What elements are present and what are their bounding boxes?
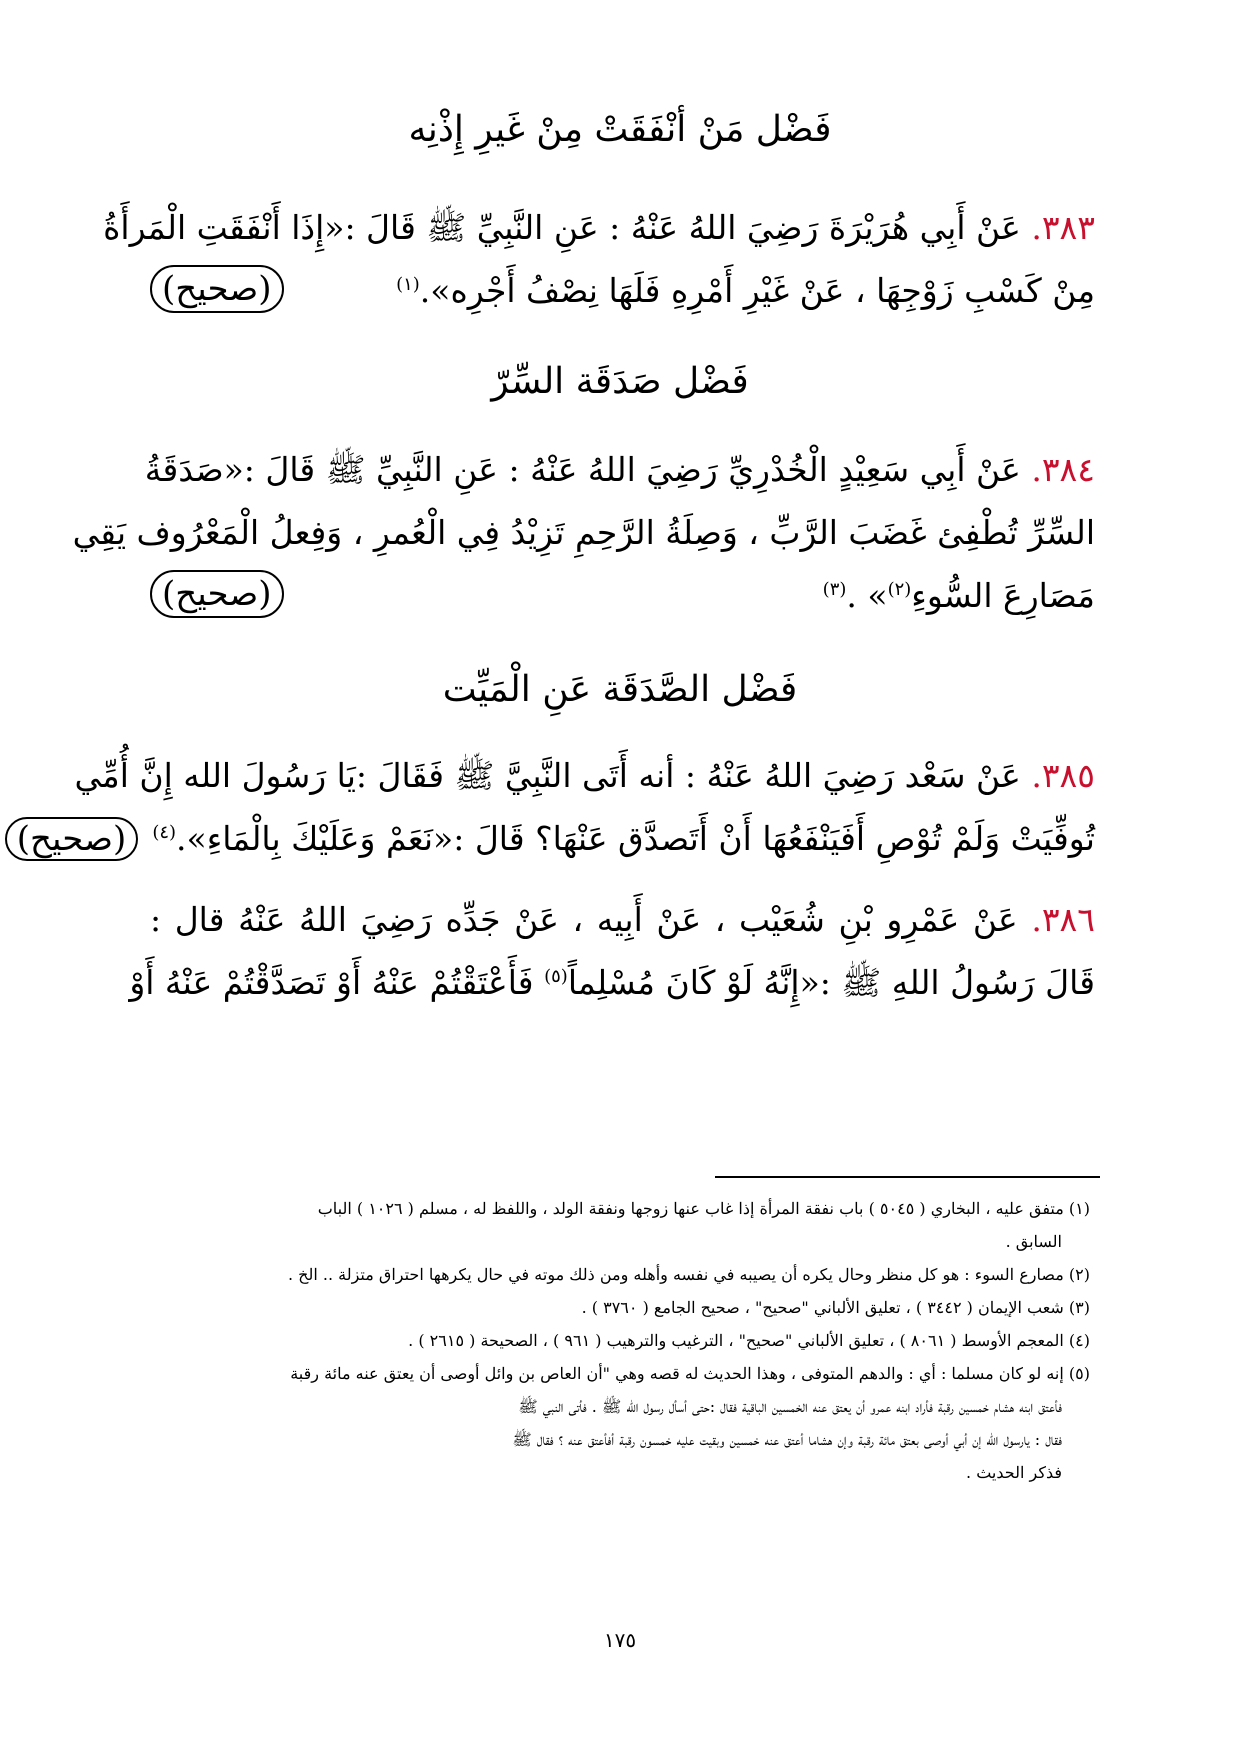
footnote-ref[interactable]: (٢) [887, 579, 912, 600]
footnote-ref[interactable]: (٣) [822, 579, 847, 600]
footnote-body: المعجم الأوسط ( ٨٠٦١ ) ، تعليق الألباني "صحيح" ، الترغيب والترهيب ( ٩٦١ ) ، الصحيحة ( ٢٦١٥ ) . [408, 1331, 1064, 1350]
footnote-marker: (٢) [1068, 1265, 1090, 1284]
page-number: ١٧٥ [603, 1628, 637, 1652]
hadith-line [103, 196, 1095, 259]
grade-badge: (صحيح) [5, 817, 139, 861]
hadith-text: عَنْ أَبِي سَعِيْدٍ الْخُدْرِيِّ رَضِيَ اللهُ عَنْهُ : عَنِ النَّبِيِّ ﷺ قَالَ :«صَدَقَةُ [144, 450, 1021, 489]
footnote-divider [715, 1176, 1100, 1178]
footnote-1 [150, 1192, 1090, 1258]
grade-badge: (صحيح) [150, 570, 284, 618]
section-heading: فَضْل مَنْ أنْفَقَتْ مِنْ غَيرِ إِذْنِه [408, 109, 832, 150]
hadith-line [129, 951, 1095, 1014]
hadith-line [74, 744, 1095, 807]
footnote-body: متفق عليه ، البخاري ( ٥٠٤٥ ) باب نفقة المرأة إذا غاب عنها زوجها ونفقة الولد ، واللفظ له ، مسلم ( ١٠٢٦ ) الباب [317, 1199, 1064, 1218]
hadith-number: ٣٨٦. [1031, 900, 1095, 939]
footnote-marker: (٥) [1068, 1364, 1090, 1383]
footnote-continuation: فذكر الحديث . [966, 1463, 1062, 1482]
footnotes [150, 1192, 1090, 1489]
grade-badge: (صحيح) [150, 265, 284, 313]
hadith-text: » . [846, 576, 888, 615]
footnote-marker: (٣) [1068, 1298, 1090, 1317]
footnote-text [150, 1258, 1090, 1291]
footnote-text [150, 1192, 1090, 1225]
footnote-ref[interactable]: (٤) [152, 822, 177, 843]
footnote-4 [150, 1324, 1090, 1357]
hadith-line [144, 438, 1095, 501]
hadith-line [72, 501, 1095, 564]
hadith-line [150, 888, 1095, 951]
hadith-number: ٣٨٥. [1031, 756, 1095, 795]
footnote-continuation: فأعتق ابنه هشام خمسين رقبة فأراد ابنه عمرو أن يعتق عنه الخمسين الباقية فقال :حتى أسأل رسول الله ﷺ . فأتى النبي ﷺ [518, 1397, 1062, 1416]
hadith-385 [16, 744, 1095, 870]
hadith-number: ٣٨٤. [1031, 450, 1095, 489]
hadith-line [16, 807, 1095, 870]
hadith-number: ٣٨٣. [1031, 208, 1095, 247]
footnote-ref[interactable]: (٥) [544, 966, 568, 987]
footnote-ref[interactable]: (١) [396, 274, 420, 295]
hadith-text: فَأَعْتَقْتُمْ عَنْهُ أَوْ تَصَدَّقْتُمْ عَنْهُ أَوْ [129, 963, 534, 1002]
section-heading: فَضْل صَدَقَة السِّرّ [491, 361, 749, 402]
footnote-text [150, 1357, 1090, 1390]
footnote-body: إنه لو كان مسلما : أي : والدهم المتوفى ، وهذا الحديث له قصه وهي "أن العاص بن وائل أوصى أن يعتق عنه مائة رقبة [290, 1364, 1064, 1383]
footnote-5 [150, 1357, 1090, 1489]
hadith-text: عَنْ عَمْرِو بْنِ شُعَيْب ، عَنْ أَبِيه ، عَنْ جَدِّه رَضِيَ اللهُ عَنْهُ قال : [150, 900, 1018, 939]
hadith-386 [129, 888, 1095, 1014]
hadith-text: تُوفِّيَتْ وَلَمْ تُوْصِ أَفَيَنْفَعُهَا أَنْ أَتَصدَّق عَنْهَا؟ قَالَ :«نَعَمْ وَعَلَيْكَ بِالْمَاءِ». [176, 819, 1095, 858]
footnote-continuation: فقال : يارسول الله إن أبي أوصى بعتق مائة رقبة وإن هشاما أعتق عنه خمسين وبقيت عليه خمسون رقبة أفأعتق عنه ؟ فقال ﷺ [512, 1430, 1062, 1449]
footnote-text [150, 1324, 1090, 1357]
footnote-text [150, 1291, 1090, 1324]
hadith-line [150, 564, 1095, 627]
footnote-3 [150, 1291, 1090, 1324]
hadith-line [150, 259, 1095, 322]
hadith-383 [103, 196, 1095, 322]
hadith-text: قَالَ رَسُولُ اللهِ ﷺ :«إِنَّهُ لَوْ كَانَ مُسْلِماً [567, 963, 1095, 1002]
footnote-body: شعب الإيمان ( ٣٤٤٢ ) ، تعليق الألباني "صحيح" ، صحيح الجامع ( ٣٧٦٠ ) . [581, 1298, 1064, 1317]
footnote-marker: (٤) [1068, 1331, 1090, 1350]
footnote-continuation: السابق . [1005, 1232, 1062, 1251]
hadith-text: مَصَارِعَ السُّوءِ [911, 576, 1095, 615]
footnote-marker: (١) [1068, 1199, 1090, 1218]
footnote-body: مصارع السوء : هو كل منظر وحال يكره أن يصيبه في نفسه وأهله ومن ذلك موته في حال يكرهها احتراق متزلة .. الخ . [287, 1265, 1064, 1284]
hadith-text: السِّرِّ تُطْفِئ غَضَبَ الرَّبِّ ، وَصِلَةُ الرَّحِمِ تَزِيْدُ فِي الْعُمرِ ، وَفِعلُ الْمَعْرُوف يَقِي [72, 513, 1095, 552]
hadith-text: مِنْ كَسْبِ زَوْجِهَا ، عَنْ غَيْرِ أَمْرِهِ فَلَهَا نِصْفُ أَجْرِه». [419, 271, 1095, 310]
hadith-text: عَنْ سَعْد رَضِيَ اللهُ عَنْهُ : أنه أَتَى النَّبِيَّ ﷺ فَقَالَ :يَا رَسُولَ الله إِنَّ أُمِّي [74, 756, 1021, 795]
footnote-2 [150, 1258, 1090, 1291]
hadith-384 [72, 438, 1095, 627]
hadith-text: عَنْ أَبِي هُرَيْرَةَ رَضِيَ اللهُ عَنْهُ : عَنِ النَّبِيِّ ﷺ قَالَ :«إِذَا أَنْفَقَتِ الْمَرأَةُ [103, 208, 1021, 247]
section-heading: فَضْل الصَّدَقَة عَنِ الْمَيِّت [442, 669, 798, 710]
